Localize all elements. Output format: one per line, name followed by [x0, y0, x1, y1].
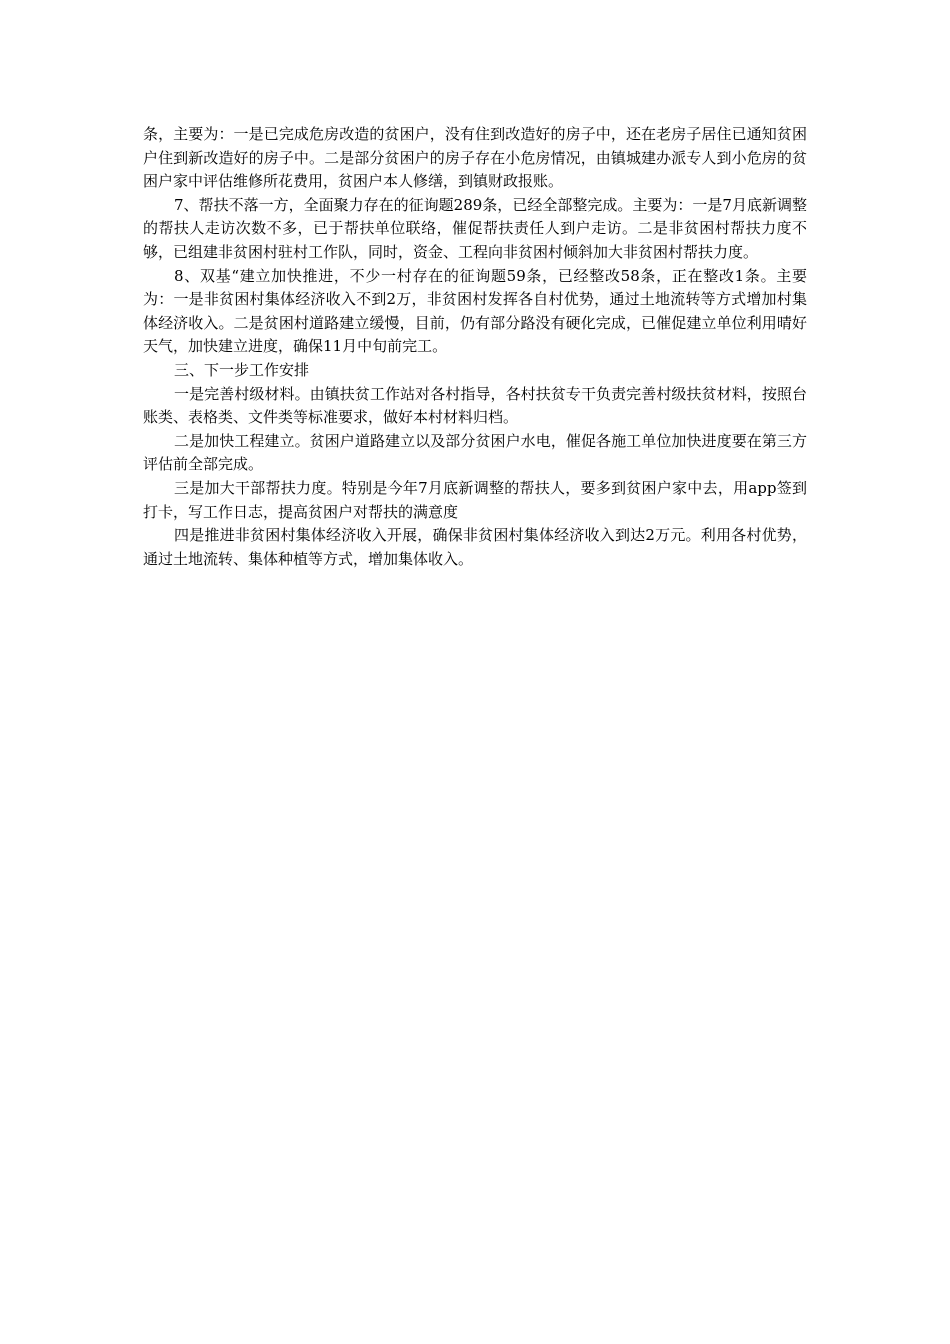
paragraph-step-3: 三是加大干部帮扶力度。特别是今年7月底新调整的帮扶人，要多到贫困户家中去，用app签到打卡，写工作日志，提高贫困户对帮扶的满意度 [143, 478, 807, 521]
paragraph-step-4: 四是推进非贫困村集体经济收入开展，确保非贫困村集体经济收入到达2万元。利用各村优势，通过土地流转、集体种植等方式，增加集体收入。 [143, 526, 807, 568]
section-heading-next-steps: 三、下一步工作安排 [174, 360, 310, 379]
paragraph-step-1: 一是完善村级材料。由镇扶贫工作站对各村指导，各村扶贫专干负责完善村级扶贫材料，按照台账类、表格类、文件类等标准要求，做好本村材料归档。 [143, 384, 807, 427]
paragraph-item-8: 8、双基“建立加快推进，不少一村存在的征询题59条，已经整改58条，正在整改1条。主要为：一是非贫困村集体经济收入不到2万，非贫困村发挥各自村优势，通过土地流转等方式增加村集体经济收入。二是贫困村道路建立缓慢，目前，仍有部分路没有硬化完成，已催促建立单位利用晴好天气，加快建立进度，确保11月中旬前完工。 [143, 266, 807, 356]
document-body [143, 123, 807, 571]
paragraph-step-2: 二是加快工程建立。贫困户道路建立以及部分贫困户水电，催促各施工单位加快进度要在第三方评估前全部完成。 [143, 431, 807, 474]
paragraph-item-7: 7、帮扶不落一方，全面聚力存在的征询题289条，已经全部整完成。主要为：一是7月底新调整的帮扶人走访次数不多，已于帮扶单位联络，催促帮扶责任人到户走访。二是非贫困村帮扶力度不够，已组建非贫困村驻村工作队，同时，资金、工程向非贫困村倾斜加大非贫困村帮扶力度。 [143, 195, 807, 261]
paragraph-continuation: 条，主要为：一是已完成危房改造的贫困户，没有住到改造好的房子中，还在老房子居住已通知贫困户住到新改造好的房子中。二是部分贫困户的房子存在小危房情况，由镇城建办派专人到小危房的贫困户家中评估维修所花费用，贫困户本人修缮，到镇财政报账。 [143, 125, 807, 191]
